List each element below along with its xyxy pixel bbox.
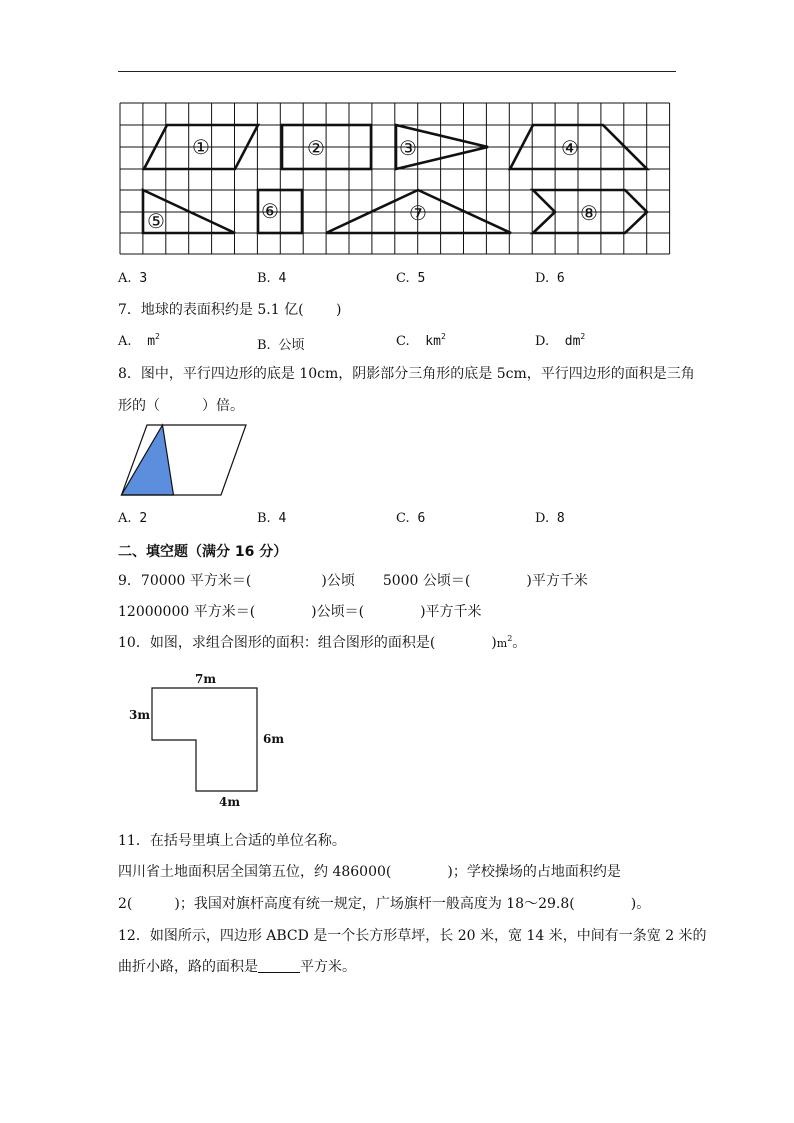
q11-line3: 2( )；我国对旗杆高度有统一规定，广场旗杆一般高度为 18～29.8( )。 <box>118 896 651 912</box>
q8-stem-line2: 形的（ ）倍。 <box>118 398 244 414</box>
option-text: 2 <box>139 511 148 526</box>
q12-text-before: 曲折小路，路的面积是 <box>118 959 258 975</box>
q10-unit-sup: 2 <box>507 634 513 643</box>
option-text: 5 <box>417 271 426 286</box>
q10-stem-text: 10．如图，求组合图形的面积：组合图形的面积是( ) <box>118 635 497 651</box>
q12-line1: 12．如图所示，四边形 ABCD 是一个长方形草坪，长 20 米，宽 14 米，中间有一条宽 2 米的 <box>118 928 707 944</box>
q8-option-a[interactable] <box>118 511 147 526</box>
option-sup: 2 <box>440 332 446 341</box>
q8-option-b[interactable] <box>257 511 286 526</box>
shape-label: ⑤ <box>147 209 165 233</box>
shape-label: ⑧ <box>580 201 598 225</box>
option-letter: B. <box>257 511 271 526</box>
shape-label: ① <box>192 135 210 159</box>
option-letter: B. <box>257 338 271 353</box>
q6-option-b[interactable] <box>257 271 286 286</box>
dim-bottom: 4m <box>219 795 241 809</box>
q7-stem: 7．地球的表面积约是 5.1 亿( ) <box>118 302 342 318</box>
q12-text-after: 平方米。 <box>300 959 356 975</box>
q7-option-b[interactable] <box>257 334 305 353</box>
shape-label: ② <box>307 136 325 160</box>
option-text: 6 <box>417 511 426 526</box>
q9-line1: 9．70000 平方米＝( )公顷 5000 公顷＝( )平方千米 <box>118 573 588 589</box>
shape-label: ⑥ <box>261 199 279 223</box>
q7-option-a[interactable] <box>118 334 160 349</box>
l-shape-outline <box>152 688 257 791</box>
option-letter: C. <box>396 334 410 349</box>
option-sup: 2 <box>155 332 160 341</box>
option-text: 4 <box>278 511 287 526</box>
q6-option-d[interactable] <box>535 271 565 286</box>
q8-stem-line1: 8．图中，平行四边形的底是 10cm，阴影部分三角形的底是 5cm，平行四边形的面积是三角 <box>118 366 695 382</box>
option-text: km <box>425 334 441 349</box>
header-rule <box>118 71 676 72</box>
dim-top: 7m <box>195 672 217 686</box>
parallelogram-figure <box>118 420 250 500</box>
q11-line2: 四川省土地面积居全国第五位，约 486000( )；学校操场的占地面积约是 <box>118 864 621 880</box>
q9-line2: 12000000 平方米＝( )公顷＝( )平方千米 <box>118 604 482 620</box>
option-text: 6 <box>556 271 565 286</box>
q8-option-d[interactable] <box>535 511 565 526</box>
q12-answer-blank[interactable] <box>258 958 300 973</box>
option-letter: A. <box>118 511 132 526</box>
option-letter: A. <box>118 334 132 349</box>
option-text: dm <box>564 334 581 349</box>
q7-option-c[interactable] <box>396 334 446 349</box>
option-text: 8 <box>556 511 565 526</box>
q6-option-c[interactable] <box>396 271 425 286</box>
section-title: 二、填空题（满分 16 分） <box>118 544 288 560</box>
option-letter: C. <box>396 511 410 526</box>
option-letter: D. <box>535 271 550 286</box>
option-text: m <box>147 334 156 349</box>
option-letter: C. <box>396 271 410 286</box>
option-letter: D. <box>535 334 550 349</box>
dim-left: 3m <box>129 708 151 722</box>
q12-line2 <box>118 958 356 976</box>
option-text: 公顷 <box>278 338 305 353</box>
l-shape-figure <box>125 670 290 812</box>
option-letter: B. <box>257 271 271 286</box>
shape-label: ⑦ <box>409 201 427 225</box>
q6-option-a[interactable] <box>118 271 147 286</box>
option-letter: D. <box>535 511 550 526</box>
q8-option-c[interactable] <box>396 511 425 526</box>
shape-label: ④ <box>561 136 579 160</box>
q10-stem <box>118 634 526 653</box>
option-text: 3 <box>139 271 148 286</box>
option-text: 4 <box>278 271 287 286</box>
option-letter: A. <box>118 271 132 286</box>
shaded-triangle <box>122 425 174 495</box>
option-sup: 2 <box>580 332 586 341</box>
q11-stem: 11．在括号里填上合适的单位名称。 <box>118 833 346 849</box>
dim-right: 6m <box>263 732 285 746</box>
shape-label: ③ <box>399 136 417 160</box>
q10-tail: 。 <box>512 635 527 651</box>
q10-unit: m <box>496 637 508 650</box>
grid-figure <box>118 100 674 258</box>
q7-option-d[interactable] <box>535 334 585 349</box>
